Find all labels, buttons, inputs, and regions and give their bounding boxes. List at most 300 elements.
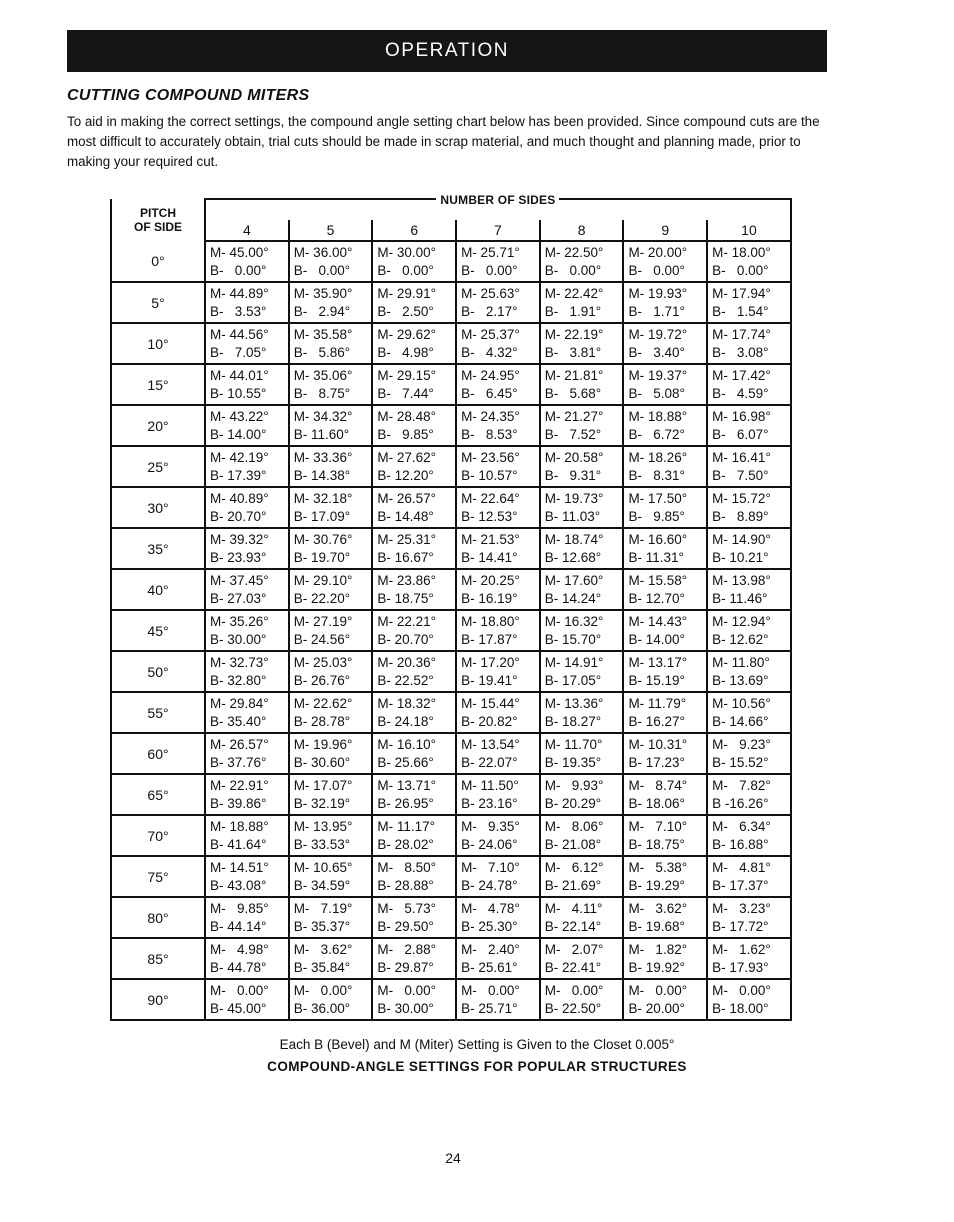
miter-value: M- 17.20° bbox=[461, 654, 520, 670]
bevel-value: B- 28.78° bbox=[293, 713, 351, 729]
bevel-value: B- 35.84° bbox=[293, 959, 351, 975]
bevel-value: B- 6.07° bbox=[712, 426, 769, 442]
bevel-value: B- 21.69° bbox=[544, 877, 602, 893]
miter-value: M- 20.00° bbox=[628, 244, 688, 260]
sides-header-6: 6 bbox=[372, 220, 456, 241]
bevel-value: B- 27.03° bbox=[210, 590, 267, 606]
setting-cell bbox=[289, 282, 373, 323]
setting-cell bbox=[623, 610, 707, 651]
pitch-cell: 70° bbox=[111, 815, 205, 856]
setting-cell bbox=[456, 364, 540, 405]
miter-value: M- 0.00° bbox=[712, 982, 771, 998]
setting-cell bbox=[707, 405, 791, 446]
bevel-value: B- 19.35° bbox=[544, 754, 602, 770]
setting-cell bbox=[707, 282, 791, 323]
bevel-value: B- 1.71° bbox=[628, 303, 685, 319]
setting-cell bbox=[707, 733, 791, 774]
setting-cell bbox=[205, 692, 289, 733]
miter-value: M- 0.00° bbox=[293, 982, 353, 998]
miter-value: M- 25.03° bbox=[293, 654, 353, 670]
miter-value: M- 24.95° bbox=[461, 367, 520, 383]
bevel-value: B- 1.54° bbox=[712, 303, 769, 319]
miter-value: M- 7.82° bbox=[712, 777, 771, 793]
miter-value: M- 19.93° bbox=[628, 285, 688, 301]
setting-cell bbox=[623, 897, 707, 938]
miter-value: M- 6.12° bbox=[544, 859, 604, 875]
compound-miter-table bbox=[110, 193, 792, 1021]
bevel-value: B- 25.61° bbox=[461, 959, 518, 975]
bevel-value: B- 35.37° bbox=[293, 918, 351, 934]
sides-header-4: 4 bbox=[205, 220, 289, 241]
bevel-value: B- 12.70° bbox=[628, 590, 685, 606]
miter-value: M- 19.96° bbox=[293, 736, 353, 752]
bevel-value: B- 18.75° bbox=[628, 836, 685, 852]
table-row bbox=[111, 323, 791, 364]
bevel-value: B- 15.19° bbox=[628, 672, 685, 688]
bevel-value: B- 5.86° bbox=[293, 344, 351, 360]
bevel-value: B- 12.68° bbox=[544, 549, 602, 565]
miter-value: M- 25.63° bbox=[461, 285, 520, 301]
setting-cell bbox=[623, 692, 707, 733]
table-row bbox=[111, 979, 791, 1020]
miter-value: M- 45.00° bbox=[210, 244, 269, 260]
table-row bbox=[111, 651, 791, 692]
miter-value: M- 18.80° bbox=[461, 613, 520, 629]
miter-value: M- 22.21° bbox=[377, 613, 437, 629]
miter-value: M- 35.06° bbox=[293, 367, 353, 383]
miter-value: M- 13.95° bbox=[293, 818, 353, 834]
table-row bbox=[111, 815, 791, 856]
miter-value: M- 30.76° bbox=[293, 531, 353, 547]
bevel-value: B- 20.29° bbox=[544, 795, 602, 811]
miter-value: M- 9.35° bbox=[461, 818, 520, 834]
setting-cell bbox=[623, 323, 707, 364]
bevel-value: B- 23.16° bbox=[461, 795, 518, 811]
setting-cell bbox=[289, 528, 373, 569]
setting-cell bbox=[456, 241, 540, 282]
bevel-value: B- 22.41° bbox=[544, 959, 602, 975]
sides-header-5: 5 bbox=[289, 220, 373, 241]
bevel-value: B- 25.71° bbox=[461, 1000, 518, 1016]
bevel-value: B- 11.60° bbox=[293, 426, 350, 442]
bevel-value: B- 23.93° bbox=[210, 549, 267, 565]
setting-cell bbox=[289, 856, 373, 897]
bevel-value: B- 4.98° bbox=[377, 344, 434, 360]
bevel-value: B- 8.53° bbox=[461, 426, 518, 442]
miter-value: M- 22.50° bbox=[544, 244, 604, 260]
bevel-value: B- 26.95° bbox=[377, 795, 434, 811]
miter-value: M- 30.00° bbox=[377, 244, 437, 260]
bevel-value: B- 16.67° bbox=[377, 549, 434, 565]
setting-cell bbox=[456, 938, 540, 979]
pitch-header-line2: OF SIDE bbox=[133, 220, 182, 234]
table-row bbox=[111, 774, 791, 815]
miter-value: M- 3.62° bbox=[293, 941, 353, 957]
setting-cell bbox=[456, 405, 540, 446]
setting-cell bbox=[289, 815, 373, 856]
miter-value: M- 16.60° bbox=[628, 531, 688, 547]
bevel-value: B- 8.89° bbox=[712, 508, 769, 524]
setting-cell bbox=[372, 938, 456, 979]
miter-value: M- 15.72° bbox=[712, 490, 771, 506]
table-row bbox=[111, 282, 791, 323]
setting-cell bbox=[540, 774, 624, 815]
setting-cell bbox=[623, 569, 707, 610]
setting-cell bbox=[205, 446, 289, 487]
bevel-value: B- 19.70° bbox=[293, 549, 351, 565]
bevel-value: B- 7.05° bbox=[210, 344, 267, 360]
setting-cell bbox=[540, 979, 624, 1020]
table-row bbox=[111, 487, 791, 528]
miter-value: M- 13.36° bbox=[544, 695, 604, 711]
miter-value: M- 18.74° bbox=[544, 531, 604, 547]
miter-value: M- 10.31° bbox=[628, 736, 688, 752]
bevel-value: B- 19.29° bbox=[628, 877, 685, 893]
setting-cell bbox=[540, 528, 624, 569]
setting-cell bbox=[707, 364, 791, 405]
bevel-value: B- 13.69° bbox=[712, 672, 769, 688]
setting-cell bbox=[707, 241, 791, 282]
bevel-value: B- 10.55° bbox=[210, 385, 267, 401]
bevel-value: B- 22.50° bbox=[544, 1000, 602, 1016]
bevel-value: B- 14.38° bbox=[293, 467, 351, 483]
miter-value: M- 24.35° bbox=[461, 408, 520, 424]
bevel-value: B- 39.86° bbox=[210, 795, 267, 811]
setting-cell bbox=[289, 938, 373, 979]
miter-value: M- 26.57° bbox=[210, 736, 269, 752]
bevel-value: B- 3.08° bbox=[712, 344, 769, 360]
setting-cell bbox=[456, 651, 540, 692]
miter-value: M- 11.17° bbox=[377, 818, 436, 834]
bevel-value: B- 20.70° bbox=[210, 508, 267, 524]
table-row bbox=[111, 364, 791, 405]
miter-value: M- 19.72° bbox=[628, 326, 688, 342]
setting-cell bbox=[289, 979, 373, 1020]
sides-header-7: 7 bbox=[456, 220, 540, 241]
bevel-value: B- 41.64° bbox=[210, 836, 267, 852]
bevel-value: B- 22.52° bbox=[377, 672, 434, 688]
miter-value: M- 4.11° bbox=[544, 900, 603, 916]
bevel-value: B- 29.50° bbox=[377, 918, 434, 934]
sides-header-10: 10 bbox=[707, 220, 791, 241]
miter-value: M- 32.73° bbox=[210, 654, 269, 670]
bevel-value: B- 43.08° bbox=[210, 877, 267, 893]
bevel-value: B- 18.06° bbox=[628, 795, 685, 811]
table-caption: COMPOUND-ANGLE SETTINGS FOR POPULAR STRUCTURES bbox=[267, 1059, 687, 1074]
setting-cell bbox=[372, 856, 456, 897]
pitch-cell: 75° bbox=[111, 856, 205, 897]
bevel-value: B- 0.00° bbox=[210, 262, 267, 278]
bevel-value: B- 24.18° bbox=[377, 713, 434, 729]
miter-value: M- 9.23° bbox=[712, 736, 771, 752]
pitch-cell: 45° bbox=[111, 610, 205, 651]
setting-cell bbox=[289, 405, 373, 446]
setting-cell bbox=[707, 938, 791, 979]
bevel-value: B- 24.56° bbox=[293, 631, 351, 647]
miter-value: M- 25.31° bbox=[377, 531, 437, 547]
bevel-value: B- 28.88° bbox=[377, 877, 434, 893]
setting-cell bbox=[707, 856, 791, 897]
setting-cell bbox=[372, 405, 456, 446]
bevel-value: B- 24.06° bbox=[461, 836, 518, 852]
miter-value: M- 12.94° bbox=[712, 613, 771, 629]
pitch-cell: 5° bbox=[111, 282, 205, 323]
setting-cell bbox=[456, 897, 540, 938]
setting-cell bbox=[623, 651, 707, 692]
setting-cell bbox=[372, 446, 456, 487]
bevel-value: B- 22.07° bbox=[461, 754, 518, 770]
setting-cell bbox=[623, 733, 707, 774]
miter-value: M- 22.42° bbox=[544, 285, 604, 301]
miter-value: M- 10.65° bbox=[293, 859, 353, 875]
bevel-value: B- 17.05° bbox=[544, 672, 602, 688]
pitch-cell: 15° bbox=[111, 364, 205, 405]
miter-value: M- 35.26° bbox=[210, 613, 269, 629]
bevel-value: B- 37.76° bbox=[210, 754, 267, 770]
setting-cell bbox=[205, 733, 289, 774]
bevel-value: B- 25.30° bbox=[461, 918, 518, 934]
bevel-value: B- 7.50° bbox=[712, 467, 769, 483]
bevel-value: B- 30.00° bbox=[210, 631, 267, 647]
setting-cell bbox=[540, 897, 624, 938]
miter-value: M- 5.73° bbox=[377, 900, 437, 916]
miter-value: M- 44.01° bbox=[210, 367, 269, 383]
miter-value: M- 13.17° bbox=[628, 654, 688, 670]
miter-value: M- 44.56° bbox=[210, 326, 269, 342]
pitch-cell: 20° bbox=[111, 405, 205, 446]
setting-cell bbox=[540, 856, 624, 897]
miter-value: M- 29.10° bbox=[293, 572, 353, 588]
bevel-value: B- 0.00° bbox=[544, 262, 602, 278]
table-row bbox=[111, 446, 791, 487]
bevel-value: B- 7.44° bbox=[377, 385, 434, 401]
setting-cell bbox=[540, 610, 624, 651]
bevel-value: B- 16.88° bbox=[712, 836, 769, 852]
table-row bbox=[111, 692, 791, 733]
bevel-value: B- 16.27° bbox=[628, 713, 685, 729]
setting-cell bbox=[623, 282, 707, 323]
setting-cell bbox=[456, 774, 540, 815]
miter-value: M- 18.88° bbox=[628, 408, 688, 424]
number-of-sides-label: NUMBER OF SIDES bbox=[436, 193, 559, 207]
miter-value: M- 21.53° bbox=[461, 531, 520, 547]
bevel-value: B- 3.81° bbox=[544, 344, 602, 360]
miter-value: M- 20.36° bbox=[377, 654, 437, 670]
setting-cell bbox=[289, 692, 373, 733]
bevel-value: B- 18.27° bbox=[544, 713, 602, 729]
table-row bbox=[111, 241, 791, 282]
bevel-value: B- 33.53° bbox=[293, 836, 351, 852]
bevel-value: B- 0.00° bbox=[628, 262, 685, 278]
miter-value: M- 7.10° bbox=[628, 818, 688, 834]
miter-value: M- 11.79° bbox=[628, 695, 687, 711]
setting-cell bbox=[372, 569, 456, 610]
bevel-value: B- 24.78° bbox=[461, 877, 518, 893]
bevel-value: B- 17.09° bbox=[293, 508, 351, 524]
bevel-value: B -16.26° bbox=[712, 795, 769, 811]
setting-cell bbox=[540, 405, 624, 446]
miter-value: M- 39.32° bbox=[210, 531, 269, 547]
miter-value: M- 8.06° bbox=[544, 818, 604, 834]
setting-cell bbox=[205, 774, 289, 815]
miter-value: M- 11.80° bbox=[712, 654, 770, 670]
bevel-value: B- 11.31° bbox=[628, 549, 684, 565]
setting-cell bbox=[289, 733, 373, 774]
bevel-value: B- 10.21° bbox=[712, 549, 769, 565]
setting-cell bbox=[372, 282, 456, 323]
setting-cell bbox=[205, 282, 289, 323]
miter-value: M- 17.07° bbox=[293, 777, 353, 793]
miter-value: M- 44.89° bbox=[210, 285, 269, 301]
miter-value: M- 4.81° bbox=[712, 859, 771, 875]
miter-value: M- 29.15° bbox=[377, 367, 437, 383]
setting-cell bbox=[205, 856, 289, 897]
bevel-value: B- 10.57° bbox=[461, 467, 518, 483]
setting-cell bbox=[540, 364, 624, 405]
bevel-value: B- 6.45° bbox=[461, 385, 518, 401]
miter-value: M- 23.56° bbox=[461, 449, 520, 465]
setting-cell bbox=[707, 979, 791, 1020]
miter-value: M- 42.19° bbox=[210, 449, 269, 465]
setting-cell bbox=[205, 528, 289, 569]
pitch-cell: 40° bbox=[111, 569, 205, 610]
bevel-value: B- 3.53° bbox=[210, 303, 267, 319]
bevel-value: B- 14.41° bbox=[461, 549, 518, 565]
bevel-value: B- 11.46° bbox=[712, 590, 768, 606]
miter-value: M- 17.50° bbox=[628, 490, 688, 506]
pitch-cell: 10° bbox=[111, 323, 205, 364]
pitch-cell: 35° bbox=[111, 528, 205, 569]
setting-cell bbox=[540, 569, 624, 610]
table-row bbox=[111, 897, 791, 938]
miter-value: M- 32.18° bbox=[293, 490, 353, 506]
setting-cell bbox=[540, 487, 624, 528]
miter-value: M- 9.85° bbox=[210, 900, 269, 916]
setting-cell bbox=[623, 856, 707, 897]
setting-cell bbox=[372, 323, 456, 364]
bevel-value: B- 32.80° bbox=[210, 672, 267, 688]
setting-cell bbox=[707, 528, 791, 569]
miter-value: M- 22.64° bbox=[461, 490, 520, 506]
miter-value: M- 19.73° bbox=[544, 490, 604, 506]
bevel-value: B- 16.19° bbox=[461, 590, 518, 606]
setting-cell bbox=[707, 610, 791, 651]
bevel-value: B- 32.19° bbox=[293, 795, 351, 811]
setting-cell bbox=[707, 651, 791, 692]
setting-cell bbox=[456, 282, 540, 323]
bevel-value: B- 9.85° bbox=[377, 426, 434, 442]
sides-header-row bbox=[111, 220, 791, 241]
pitch-cell: 30° bbox=[111, 487, 205, 528]
setting-cell bbox=[289, 651, 373, 692]
miter-value: M- 35.90° bbox=[293, 285, 353, 301]
pitch-cell: 80° bbox=[111, 897, 205, 938]
miter-value: M- 33.36° bbox=[293, 449, 353, 465]
miter-value: M- 14.90° bbox=[712, 531, 771, 547]
miter-value: M- 13.71° bbox=[377, 777, 437, 793]
miter-value: M- 15.44° bbox=[461, 695, 520, 711]
bevel-value: B- 18.00° bbox=[712, 1000, 769, 1016]
miter-value: M- 14.91° bbox=[544, 654, 604, 670]
setting-cell bbox=[707, 323, 791, 364]
miter-value: M- 9.93° bbox=[544, 777, 604, 793]
bevel-value: B- 12.62° bbox=[712, 631, 769, 647]
setting-cell bbox=[623, 405, 707, 446]
table-row bbox=[111, 733, 791, 774]
setting-cell bbox=[707, 446, 791, 487]
miter-value: M- 21.27° bbox=[544, 408, 604, 424]
bevel-value: B- 0.00° bbox=[377, 262, 434, 278]
miter-value: M- 16.32° bbox=[544, 613, 604, 629]
miter-value: M- 18.00° bbox=[712, 244, 771, 260]
miter-value: M- 29.84° bbox=[210, 695, 269, 711]
setting-cell bbox=[205, 569, 289, 610]
pitch-cell: 0° bbox=[111, 241, 205, 282]
pitch-cell: 90° bbox=[111, 979, 205, 1020]
miter-value: M- 20.25° bbox=[461, 572, 520, 588]
miter-value: M- 36.00° bbox=[293, 244, 353, 260]
sides-header-9: 9 bbox=[623, 220, 707, 241]
bevel-value: B- 8.75° bbox=[293, 385, 351, 401]
setting-cell bbox=[372, 241, 456, 282]
table-body bbox=[111, 241, 791, 1020]
miter-value: M- 37.45° bbox=[210, 572, 269, 588]
number-of-sides-header bbox=[205, 193, 791, 220]
miter-value: M- 34.32° bbox=[293, 408, 353, 424]
setting-cell bbox=[623, 241, 707, 282]
miter-value: M- 10.56° bbox=[712, 695, 771, 711]
setting-cell bbox=[372, 979, 456, 1020]
setting-cell bbox=[205, 323, 289, 364]
setting-cell bbox=[540, 651, 624, 692]
bevel-value: B- 14.00° bbox=[628, 631, 685, 647]
pitch-cell: 25° bbox=[111, 446, 205, 487]
setting-cell bbox=[205, 938, 289, 979]
setting-cell bbox=[289, 364, 373, 405]
miter-value: M- 27.19° bbox=[293, 613, 353, 629]
miter-value: M- 11.50° bbox=[461, 777, 519, 793]
bevel-value: B- 9.31° bbox=[544, 467, 602, 483]
bevel-value: B- 15.52° bbox=[712, 754, 769, 770]
bevel-value: B- 17.37° bbox=[712, 877, 769, 893]
miter-value: M- 0.00° bbox=[210, 982, 269, 998]
table-row bbox=[111, 528, 791, 569]
miter-value: M- 25.71° bbox=[461, 244, 520, 260]
setting-cell bbox=[289, 241, 373, 282]
miter-value: M- 4.98° bbox=[210, 941, 269, 957]
miter-value: M- 23.86° bbox=[377, 572, 437, 588]
miter-value: M- 20.58° bbox=[544, 449, 604, 465]
setting-cell bbox=[372, 774, 456, 815]
miter-value: M- 0.00° bbox=[461, 982, 520, 998]
setting-cell bbox=[623, 528, 707, 569]
bevel-value: B- 35.40° bbox=[210, 713, 267, 729]
setting-cell bbox=[540, 446, 624, 487]
pitch-header-line1: PITCH bbox=[140, 206, 176, 220]
setting-cell bbox=[372, 364, 456, 405]
miter-value: M- 0.00° bbox=[544, 982, 604, 998]
miter-value: M- 3.62° bbox=[628, 900, 688, 916]
miter-value: M- 4.78° bbox=[461, 900, 520, 916]
miter-value: M- 1.62° bbox=[712, 941, 771, 957]
miter-value: M- 0.00° bbox=[628, 982, 688, 998]
miter-value: M- 6.34° bbox=[712, 818, 771, 834]
setting-cell bbox=[456, 528, 540, 569]
miter-value: M- 13.54° bbox=[461, 736, 520, 752]
pitch-cell: 55° bbox=[111, 692, 205, 733]
setting-cell bbox=[289, 610, 373, 651]
miter-value: M- 43.22° bbox=[210, 408, 269, 424]
